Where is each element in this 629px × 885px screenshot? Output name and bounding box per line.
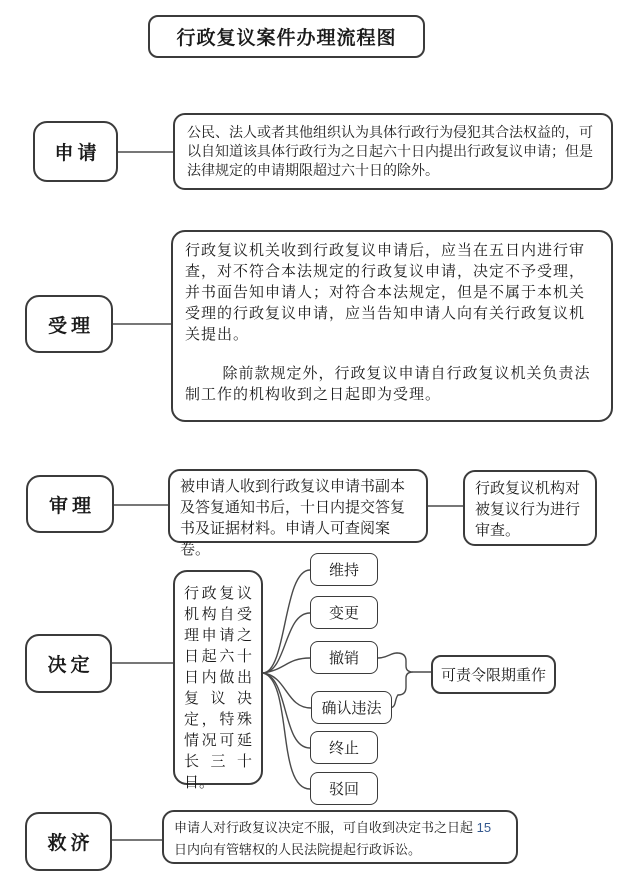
- stage-box-accept: 受理: [25, 295, 113, 353]
- stage-box-apply: 申请: [33, 121, 118, 182]
- desc-box-review-side: 行政复议机构对被复议行为进行审查。: [463, 470, 597, 546]
- desc-box-accept: [171, 230, 613, 422]
- fan-line-revoke: [263, 658, 310, 673]
- accept-paragraph-1: 行政复议机关收到行政复议申请后，应当在五日内进行审查，对不符合本法规定的行政复议申请，决定不予受理，并书面告知申请人；对符合本法规定，但是不属于本机关受理的行政复议申请，应当告知申请人向有关行政复议机关提出。: [185, 242, 586, 343]
- relief-text-before: 申请人对行政复议决定不服，可自收到决定书之日起: [174, 820, 477, 835]
- outcome-box-reject: 驳回: [310, 772, 378, 805]
- outcome-box-maintain: 维持: [310, 553, 378, 586]
- stage-box-review: 审理: [26, 475, 114, 533]
- desc-box-apply: 公民、法人或者其他组织认为具体行政行为侵犯其合法权益的，可以自知道该具体行政行为之日起六十日内提出行政复议申请；但是法律规定的申请期限超过六十日的除外。: [173, 113, 613, 190]
- flowchart-title: 行政复议案件办理流程图: [148, 15, 425, 58]
- note-box-redo-order: 可责令限期重作: [431, 655, 556, 694]
- desc-box-relief: [162, 810, 518, 864]
- stage-box-relief: 救济: [25, 812, 112, 871]
- outcome-box-terminate: 终止: [310, 731, 378, 764]
- brace: [397, 653, 413, 695]
- relief-days-number: 15: [476, 820, 492, 835]
- outcome-box-change: 变更: [310, 596, 378, 629]
- outcome-box-confirm-illegal: 确认违法: [311, 691, 392, 724]
- accept-paragraph-2: 除前款规定外，行政复议申请自行政复议机关负责法制工作的机构收到之日起即为受理。: [185, 365, 591, 403]
- desc-box-review: 被申请人收到行政复议申请书副本及答复通知书后，十日内提交答复书及证据材料。申请人可查阅案卷。: [168, 469, 428, 543]
- fan-line-maintain: [263, 570, 310, 673]
- brace-lead-revoke: [378, 653, 397, 658]
- stage-box-decision: 决定: [25, 634, 112, 693]
- fan-line-terminate: [263, 673, 310, 748]
- outcome-box-revoke: 撤销: [310, 641, 378, 674]
- desc-box-decision: 行政复议机构自受理申请之日起六十日内做出复议决定，特殊情况可延长三十日。: [173, 570, 263, 785]
- relief-text-after: 日内向有管辖权的人民法院提起行政诉讼。: [174, 842, 422, 857]
